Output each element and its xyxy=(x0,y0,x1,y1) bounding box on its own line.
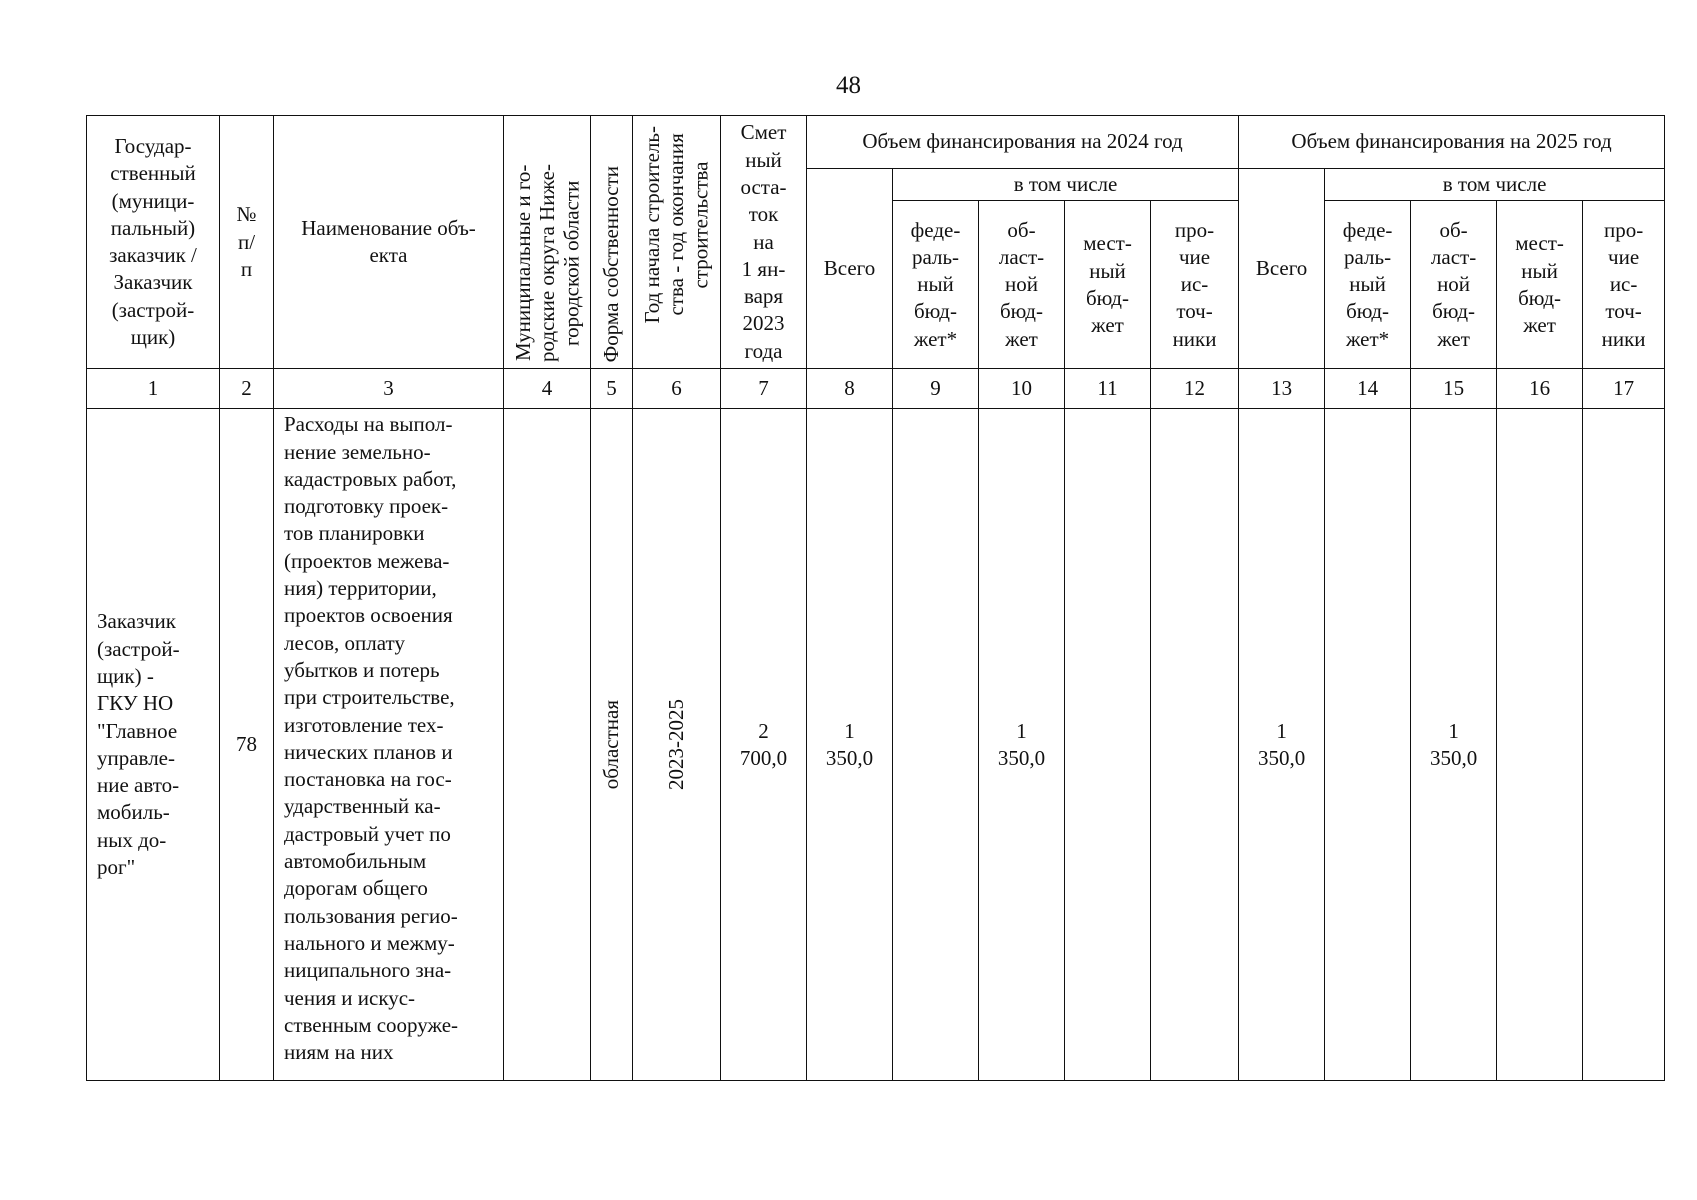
column-number: 3 xyxy=(274,369,504,409)
column-number: 14 xyxy=(1325,369,1411,409)
column-number: 2 xyxy=(220,369,274,409)
column-number: 4 xyxy=(504,369,591,409)
row-other-2024 xyxy=(1151,409,1239,1081)
column-number: 6 xyxy=(633,369,721,409)
row-customer: Заказчик (застрой- щик) - ГКУ НО "Главное управле- ние авто- мобиль- ных до- рог" xyxy=(87,409,220,1081)
column-number: 9 xyxy=(893,369,979,409)
row-object-name: Расходы на выпол- нение земельно- кадастровых работ, подготовку проек- тов планировки (проектов межева- ния) территории, проектов освоения лесов, оплату убытков и потерь при строительстве, изготовление тех- нических планов и постановка на гос- ударственный ка- дастровый учет по автомобильным дорогам общего пользования регио- нального и межму- ниципального зна- чения и искус- ственным сооруже- ниям на них xyxy=(274,409,504,1081)
header-municipalities-text: Муниципальные и го- родские округа Ниже- городской области xyxy=(510,164,584,363)
header-ownership-text: Форма собственности xyxy=(599,165,624,363)
header-estimate-balance: Смет ный оста- ток на 1 ян- варя 2023 года xyxy=(721,116,807,369)
header-regional-2025: об- ласт- ной бюд- жет xyxy=(1411,201,1497,369)
row-number: 78 xyxy=(220,409,274,1081)
header-other-2025: про- чие ис- точ- ники xyxy=(1583,201,1665,369)
row-other-2025 xyxy=(1583,409,1665,1081)
row-ownership-text: областная xyxy=(599,700,624,790)
header-total-2025: Всего xyxy=(1239,169,1325,369)
row-municipalities xyxy=(504,409,591,1081)
header-federal-2025: феде- раль- ный бюд- жет* xyxy=(1325,201,1411,369)
column-number: 5 xyxy=(591,369,633,409)
header-including-2025: в том числе xyxy=(1325,169,1665,201)
row-federal-2024 xyxy=(893,409,979,1081)
row-estimate-balance: 2 700,0 xyxy=(721,409,807,1081)
row-construction-years xyxy=(633,409,721,1081)
header-construction-years xyxy=(633,116,721,369)
header-object-name: Наименование объ- екта xyxy=(274,116,504,369)
header-ownership xyxy=(591,116,633,369)
header-total-2024: Всего xyxy=(807,169,893,369)
row-federal-2025 xyxy=(1325,409,1411,1081)
column-number: 8 xyxy=(807,369,893,409)
header-including-2024: в том числе xyxy=(893,169,1239,201)
row-construction-years-text: 2023-2025 xyxy=(664,699,689,791)
header-municipalities xyxy=(504,116,591,369)
column-number: 7 xyxy=(721,369,807,409)
header-regional-2024: об- ласт- ной бюд- жет xyxy=(979,201,1065,369)
header-local-2024: мест- ный бюд- жет xyxy=(1065,201,1151,369)
row-total-2024: 1 350,0 xyxy=(807,409,893,1081)
row-local-2025 xyxy=(1497,409,1583,1081)
header-row-number: № п/ п xyxy=(220,116,274,369)
column-number: 15 xyxy=(1411,369,1497,409)
column-number: 13 xyxy=(1239,369,1325,409)
column-number: 16 xyxy=(1497,369,1583,409)
header-financing-2024: Объем финансирования на 2024 год xyxy=(807,116,1239,169)
header-financing-2025: Объем финансирования на 2025 год xyxy=(1239,116,1665,169)
row-total-2025: 1 350,0 xyxy=(1239,409,1325,1081)
column-number: 1 xyxy=(87,369,220,409)
row-ownership xyxy=(591,409,633,1081)
header-other-2024: про- чие ис- точ- ники xyxy=(1151,201,1239,369)
column-number: 11 xyxy=(1065,369,1151,409)
column-number: 12 xyxy=(1151,369,1239,409)
column-number: 17 xyxy=(1583,369,1665,409)
header-construction-years-text: Год начала строитель- ства - год окончания строительства xyxy=(640,126,713,324)
row-local-2024 xyxy=(1065,409,1151,1081)
page-number: 48 xyxy=(836,72,861,99)
table-row xyxy=(87,409,1665,1081)
column-number-row xyxy=(87,369,1665,409)
column-number: 10 xyxy=(979,369,1065,409)
header-customer: Государ- ственный (муници- пальный) заказчик / Заказчик (застрой- щик) xyxy=(87,116,220,369)
row-regional-2025: 1 350,0 xyxy=(1411,409,1497,1081)
header-local-2025: мест- ный бюд- жет xyxy=(1497,201,1583,369)
financing-table xyxy=(86,115,1665,1081)
header-federal-2024: феде- раль- ный бюд- жет* xyxy=(893,201,979,369)
row-regional-2024: 1 350,0 xyxy=(979,409,1065,1081)
